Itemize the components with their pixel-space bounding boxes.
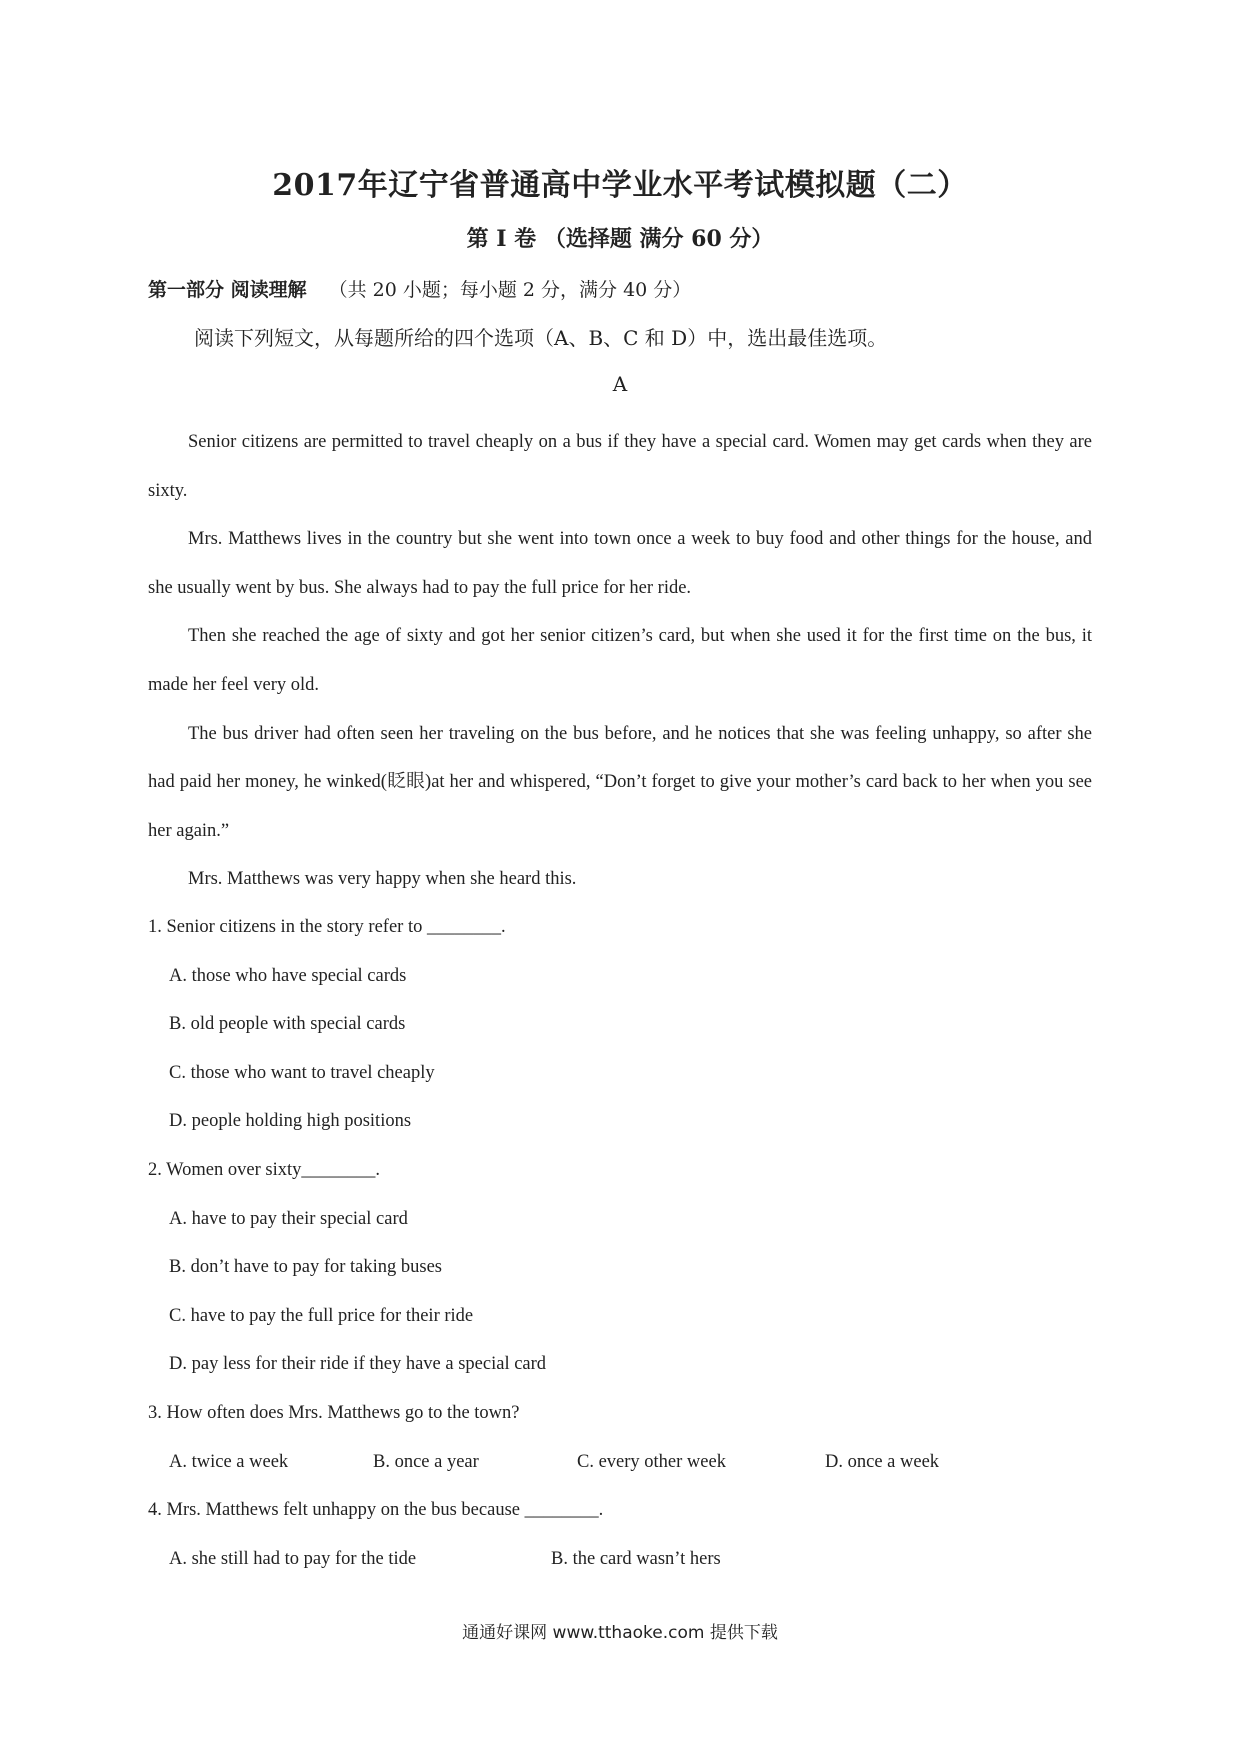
exam-title: 2017年辽宁省普通高中学业水平考试模拟题（二） — [272, 168, 968, 203]
question-option: C. have to pay the full price for their ride — [169, 1305, 474, 1326]
question-stem: 3. How often does Mrs. Matthews go to the town? — [148, 1402, 520, 1423]
question-stem: 1. Senior citizens in the story refer to ________. — [148, 917, 506, 937]
question-option: A. she still had to pay for the tide — [169, 1548, 417, 1569]
question-option: C. those who want to travel cheaply — [169, 1062, 435, 1083]
section-name: 第一部分 阅读理解 — [148, 279, 307, 301]
question-option: D. people holding high positions — [169, 1111, 412, 1132]
passage-paragraph: Mrs. Matthews was very happy when she heard this. — [188, 869, 577, 890]
question-option: A. have to pay their special card — [169, 1208, 408, 1229]
question-option: B. the card wasn’t hers — [551, 1548, 721, 1569]
question-option: C. every other week — [577, 1451, 726, 1472]
paper-subtitle: 第 I 卷 （选择题 满分 60 分） — [466, 226, 774, 252]
passage-text — [148, 418, 1092, 904]
passage-label: A — [612, 372, 628, 396]
option-row — [148, 1535, 1092, 1584]
question-option: B. old people with special cards — [169, 1014, 406, 1035]
passage-paragraph: Then she reached the age of sixty and got her senior citizen’s card, but when she used it for the first time on the bus, it made her feel very old. — [148, 626, 1092, 695]
reading-instruction: 阅读下列短文，从每题所给的四个选项（A、B、C 和 D）中，选出最佳选项。 — [194, 326, 888, 350]
question-option: B. don’t have to pay for taking buses — [169, 1257, 443, 1278]
passage-paragraph: Senior citizens are permitted to travel cheaply on a bus if they have a special card. Women may get cards when they are sixty. — [148, 432, 1092, 501]
question-stem: 4. Mrs. Matthews felt unhappy on the bus because ________. — [148, 1500, 604, 1521]
question-option: A. those who have special cards — [169, 965, 407, 986]
question-option: A. twice a week — [169, 1451, 289, 1472]
passage-paragraph: Mrs. Matthews lives in the country but she went into town once a week to buy food and other things for the house, and she usually went by bus. She always had to pay the full price for her ride. — [148, 529, 1092, 598]
section-heading — [148, 275, 691, 302]
question-list — [148, 903, 1092, 1583]
download-footer: 通通好课网 www.tthaoke.com 提供下载 — [462, 1623, 778, 1643]
question-stem: 2. Women over sixty________. — [148, 1159, 380, 1180]
section-note: （共 20 小题；每小题 2 分，满分 40 分） — [328, 279, 692, 301]
passage-paragraph: The bus driver had often seen her traveling on the bus before, and he notices that she was feeling unhappy, so after she had paid her money, he winked(眨眼)at her and whispered, “Don’t forget to give your mother’s card back to her when you see her again.” — [148, 723, 1092, 841]
question-option: D. once a week — [825, 1451, 940, 1472]
option-row — [148, 1438, 1092, 1487]
question-option: D. pay less for their ride if they have a special card — [169, 1354, 547, 1375]
question-option: B. once a year — [373, 1451, 479, 1472]
